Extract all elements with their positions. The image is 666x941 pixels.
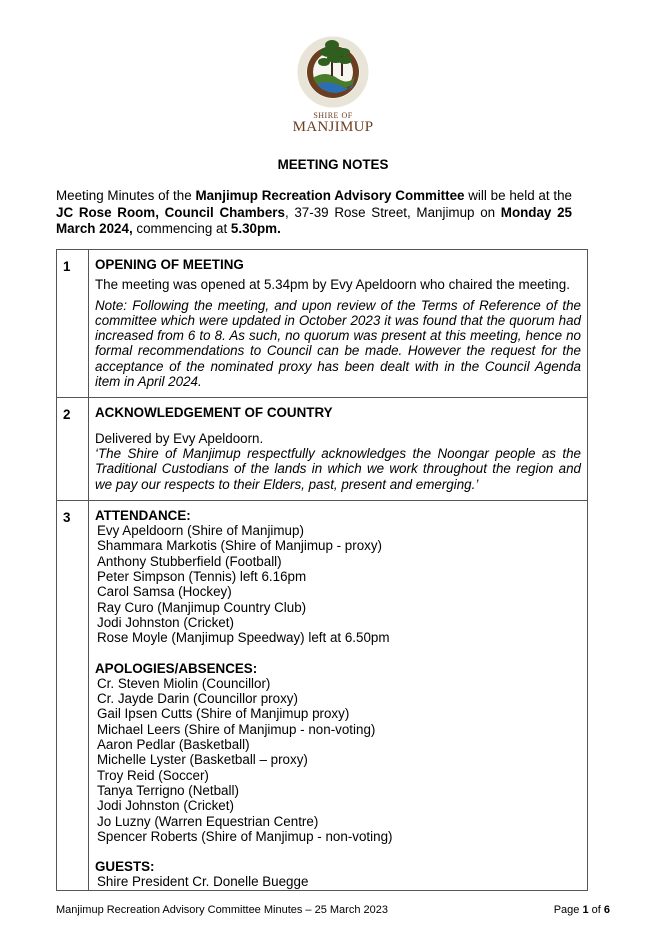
footer-document-title: Manjimup Recreation Advisory Committee Minutes – 25 March 2023 (56, 904, 388, 916)
item-heading: OPENING OF MEETING (95, 257, 244, 272)
list-item: Cr. Steven Miolin (Councillor) (97, 675, 271, 691)
list-item: Shammara Markotis (Shire of Manjimup - proxy) (97, 538, 383, 554)
intro-text: will be held at the (464, 188, 572, 203)
item-body (89, 250, 588, 398)
item-body (89, 398, 588, 500)
list-item: Spencer Roberts (Shire of Manjimup - non-voting) (97, 828, 393, 844)
attendance-heading: ATTENDANCE: (95, 507, 191, 523)
apologies-list (95, 676, 581, 844)
intro-text: commencing at (132, 221, 231, 236)
intro-text: , 37-39 Rose Street, Manjimup on (284, 204, 501, 220)
item-number: 3 (57, 500, 89, 890)
logo-line2: MANJIMUP (292, 119, 374, 135)
list-item: Gail Ipsen Cutts (Shire of Manjimup proxy) (97, 706, 350, 722)
list-item: Peter Simpson (Tennis) left 6.16pm (97, 569, 307, 585)
item-paragraph: Delivered by Evy Apeldoorn. (95, 430, 264, 446)
list-item: Jodi Johnston (Cricket) (97, 798, 234, 814)
item-heading: ACKNOWLEDGEMENT OF COUNTRY (95, 405, 333, 421)
list-item: Ray Curo (Manjimup Country Club) (97, 599, 307, 615)
list-item: Michael Leers (Shire of Manjimup - non-voting) (97, 721, 376, 737)
list-item: Troy Reid (Soccer) (97, 767, 209, 783)
item-number: 1 (57, 250, 89, 398)
list-item: Carol Samsa (Hockey) (97, 584, 232, 600)
logo-line1: SHIRE OF (313, 111, 353, 120)
list-item: Rose Moyle (Manjimup Speedway) left at 6.50pm (97, 630, 390, 646)
page-number (554, 904, 610, 916)
list-item: Jodi Johnston (Cricket) (97, 614, 234, 630)
agenda-row-2 (57, 398, 588, 500)
agenda-row-1 (57, 250, 588, 398)
list-item: Aaron Pedlar (Basketball) (97, 737, 250, 753)
list-item: Anthony Stubberfield (Football) (97, 553, 282, 569)
shire-logo (291, 32, 375, 138)
agenda-table (56, 249, 588, 891)
acknowledgement-quote: ‘The Shire of Manjimup respectfully acknowledges the Noongar people as the Traditional Custodians of the lands in which we work throughout the region and we pay our respects to their Elders, past, present and emerging.’ (95, 445, 581, 492)
total-pages: 6 (603, 904, 610, 916)
committee-name: Manjimup Recreation Advisory Committee (195, 188, 465, 203)
item-paragraph: The meeting was opened at 5.34pm by Evy Apeldoorn who chaired the meeting. (95, 277, 570, 293)
attendance-list (95, 523, 581, 645)
of-word: of (588, 904, 604, 916)
list-item: Shire President Cr. Donelle Buegge (97, 874, 309, 890)
meeting-date: Monday 25 March 2024, (56, 204, 572, 236)
guests-list (95, 874, 581, 889)
apologies-heading: APOLOGIES/ABSENCES: (95, 660, 258, 676)
meeting-time: 5.30pm. (230, 221, 281, 236)
page-title: MEETING NOTES (277, 157, 389, 172)
list-item: Michelle Lyster (Basketball – proxy) (97, 752, 308, 768)
agenda-row-3 (57, 500, 588, 890)
shire-emblem-icon (291, 32, 375, 112)
item-body (89, 500, 588, 890)
intro-paragraph (56, 188, 572, 238)
meeting-venue: JC Rose Room, Council Chambers (56, 204, 285, 220)
intro-text: Meeting Minutes of the (56, 188, 196, 203)
list-item: Jo Luzny (Warren Equestrian Centre) (97, 813, 319, 829)
list-item: Cr. Jayde Darin (Councillor proxy) (97, 691, 298, 707)
page-word: Page (553, 904, 583, 916)
current-page: 1 (582, 904, 589, 916)
item-number: 2 (57, 398, 89, 500)
list-item: Evy Apeldoorn (Shire of Manjimup) (97, 523, 304, 539)
list-item: Tanya Terrigno (Netball) (97, 782, 239, 798)
guests-heading: GUESTS: (95, 859, 155, 875)
item-note: Note: Following the meeting, and upon review of the Terms of Reference of the committee which were updated in October 2023 it was found that the quorum had increased from 6 to 8. As such, no quorum was present at this meeting, hence no formal recommendations to Council can be made. However the request for the acceptance of the nominated proxy has been dealt with in the Council Agenda item in April 2024. (95, 297, 581, 390)
